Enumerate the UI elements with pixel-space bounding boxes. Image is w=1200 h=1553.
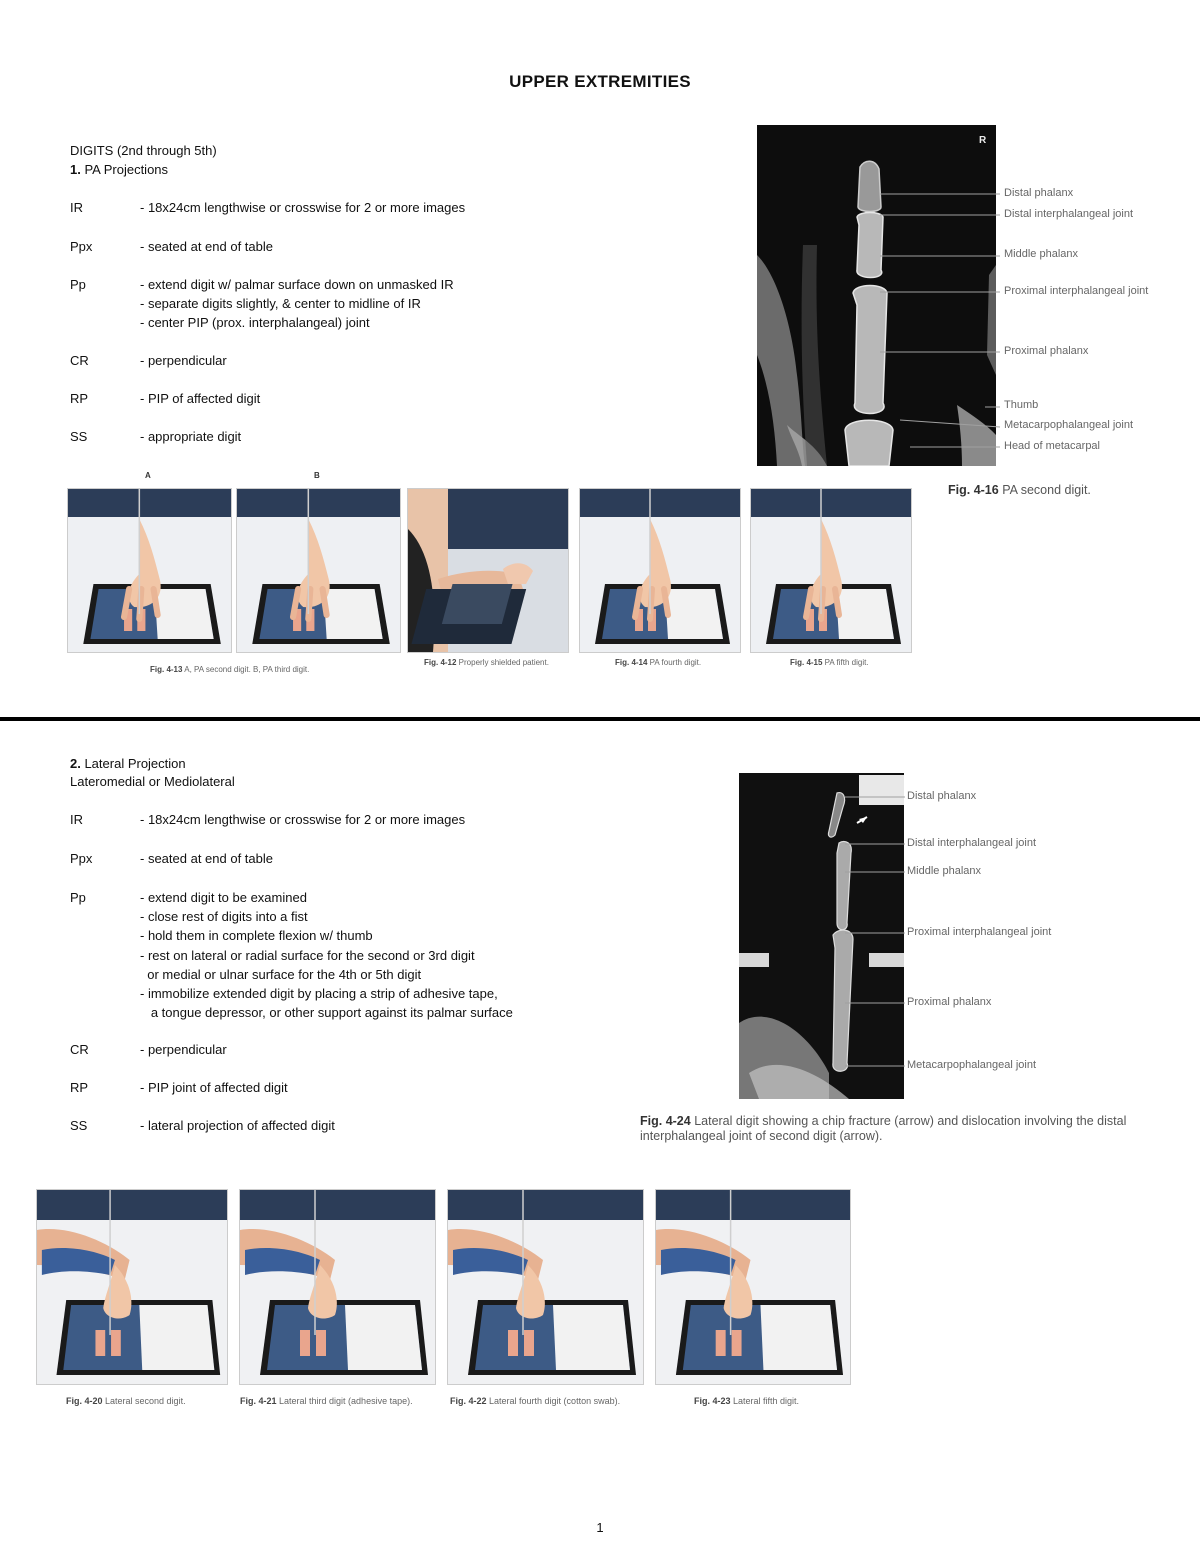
figure-number: Fig. 4-23 — [694, 1396, 731, 1406]
positioning-photo-lateral-second-digit — [36, 1189, 228, 1385]
xray-side-marker: R — [979, 135, 987, 146]
parameter-value: - center PIP (prox. interphalangeal) joint — [140, 315, 370, 331]
subsection-title: PA Projections — [80, 162, 169, 177]
subsection-heading — [70, 754, 186, 773]
figure-caption-text: Properly shielded patient. — [456, 658, 549, 667]
xray-annotation-label: Proximal phalanx — [1004, 345, 1089, 357]
xray-annotation-label: Distal phalanx — [907, 790, 977, 802]
figure-tag-a: A — [145, 471, 151, 480]
xray-annotation-label: Proximal interphalangeal joint — [1004, 285, 1149, 297]
figure-tag-b: B — [314, 471, 320, 480]
figure-caption-4-21 — [240, 1396, 413, 1406]
figure-caption-text: Lateral fifth digit. — [730, 1396, 800, 1406]
parameter-value: - 18x24cm lengthwise or crosswise for 2 or more images — [140, 812, 466, 827]
figure-caption-text: PA fifth digit. — [822, 658, 869, 667]
page-title: UPPER EXTREMITIES — [509, 72, 691, 91]
figure-caption-4-23 — [694, 1396, 799, 1406]
xray-annotation-label: Middle phalanx — [907, 865, 981, 877]
figure-caption-text: Lateral fourth digit (cotton swab). — [486, 1396, 621, 1406]
parameter-value: - seated at end of table — [140, 851, 273, 866]
parameter-label: IR — [70, 812, 83, 827]
parameter-value: - extend digit w/ palmar surface down on unmasked IR — [140, 277, 454, 292]
positioning-photo-lateral-third-digit — [239, 1189, 436, 1385]
figure-number: Fig. 4-22 — [450, 1396, 487, 1406]
figure-number: Fig. 4-14 — [615, 658, 648, 667]
parameter-label: Pp — [70, 890, 86, 905]
parameter-value: - rest on lateral or radial surface for the second or 3rd digit — [140, 947, 475, 963]
figure-caption-4-15 — [790, 658, 869, 667]
xray-annotation-label: Metacarpophalangeal joint — [1004, 419, 1134, 431]
figure-number: Fig. 4-12 — [424, 658, 457, 667]
figure-caption-4-22 — [450, 1396, 620, 1406]
parameter-label: Ppx — [70, 851, 93, 866]
parameter-value: or medial or ulnar surface for the 4th or 5th digit — [140, 966, 422, 982]
xray-annotation-label: Metacarpophalangeal joint — [907, 1059, 1037, 1071]
parameter-value: - perpendicular — [140, 1042, 227, 1057]
parameter-label: IR — [70, 200, 83, 215]
xray-annotation-label: Proximal interphalangeal joint — [907, 926, 1052, 938]
parameter-label: CR — [70, 353, 89, 368]
parameter-value: - hold them in complete flexion w/ thumb — [140, 928, 373, 944]
figure-number: Fig. 4-16 — [948, 483, 999, 497]
figure-caption-4-13 — [150, 665, 309, 674]
parameter-label: RP — [70, 391, 89, 406]
parameter-label: SS — [70, 429, 88, 444]
parameter-value: - 18x24cm lengthwise or crosswise for 2 or more images — [140, 200, 466, 215]
positioning-photo-shielded-patient — [407, 488, 569, 653]
xray-annotation-label: Proximal phalanx — [907, 996, 992, 1008]
figure-caption-text: Lateral third digit (adhesive tape). — [276, 1396, 413, 1406]
positioning-photo-pa-fifth-digit — [750, 488, 912, 653]
figure-caption-text: A, PA second digit. B, PA third digit. — [182, 665, 310, 674]
figure-number: Fig. 4-21 — [240, 1396, 277, 1406]
xray-annotation-label: Middle phalanx — [1004, 248, 1078, 260]
figure-caption-text: Lateral digit showing a chip fracture (arrow) and dislocation involving the distal interphalangeal joint of second digit (arrow). — [640, 1114, 1127, 1143]
figure-number: Fig. 4-24 — [640, 1114, 691, 1128]
section-divider — [0, 717, 1200, 721]
xray-annotation-label: Thumb — [1004, 399, 1039, 411]
parameter-value: - seated at end of table — [140, 239, 273, 254]
figure-caption-text: PA fourth digit. — [647, 658, 702, 667]
parameter-value: - appropriate digit — [140, 429, 242, 444]
positioning-photo-lateral-fourth-digit — [447, 1189, 644, 1385]
parameter-value: - lateral projection of affected digit — [140, 1118, 335, 1133]
parameter-value: - extend digit to be examined — [140, 890, 307, 905]
page-number: 1 — [596, 1520, 604, 1535]
figure-caption-text: Lateral second digit. — [102, 1396, 186, 1406]
xray-annotation-label: Distal interphalangeal joint — [907, 837, 1037, 849]
figure-number: Fig. 4-13 — [150, 665, 183, 674]
subsection-number: 1. — [70, 162, 81, 177]
figure-caption-4-20 — [66, 1396, 186, 1406]
parameter-label: RP — [70, 1080, 89, 1095]
parameter-value: - PIP of affected digit — [140, 391, 261, 406]
subsection-subtitle: Lateromedial or Mediolateral — [70, 774, 235, 789]
xray-annotation-label: Distal phalanx — [1004, 187, 1074, 199]
parameter-value: - separate digits slightly, & center to midline of IR — [140, 296, 421, 312]
parameter-value: - close rest of digits into a fist — [140, 909, 308, 925]
parameter-value: a tongue depressor, or other support against its palmar surface — [140, 1005, 513, 1021]
parameter-value: - PIP joint of affected digit — [140, 1080, 288, 1095]
parameter-value: - perpendicular — [140, 353, 227, 368]
figure-caption-4-14 — [615, 658, 701, 667]
parameter-value: - immobilize extended digit by placing a strip of adhesive tape, — [140, 986, 498, 1001]
xray-annotation-label: Head of metacarpal — [1004, 440, 1100, 452]
pa-xray-leader-lines — [880, 125, 1005, 466]
parameter-label: Ppx — [70, 239, 93, 254]
figure-caption-4-12 — [424, 658, 549, 667]
parameter-label: CR — [70, 1042, 89, 1057]
xray-annotation-label: Distal interphalangeal joint — [1004, 208, 1134, 220]
positioning-photo-pa-third-digit — [236, 488, 401, 653]
positioning-photo-pa-second-digit — [67, 488, 232, 653]
parameter-label: Pp — [70, 277, 86, 292]
subsection-number: 2. — [70, 756, 81, 771]
subsection-heading — [70, 160, 168, 179]
figure-caption-text: PA second digit. — [998, 483, 1091, 497]
figure-number: Fig. 4-20 — [66, 1396, 103, 1406]
pa-xray-caption — [948, 483, 1091, 497]
positioning-photo-lateral-fifth-digit — [655, 1189, 851, 1385]
lateral-xray-caption — [640, 1114, 1160, 1144]
lateral-xray-leader-lines — [840, 773, 910, 1099]
parameter-label: SS — [70, 1118, 88, 1133]
positioning-photo-pa-fourth-digit — [579, 488, 741, 653]
section-heading: DIGITS (2nd through 5th) — [70, 143, 217, 158]
subsection-title: Lateral Projection — [80, 756, 186, 771]
figure-number: Fig. 4-15 — [790, 658, 823, 667]
